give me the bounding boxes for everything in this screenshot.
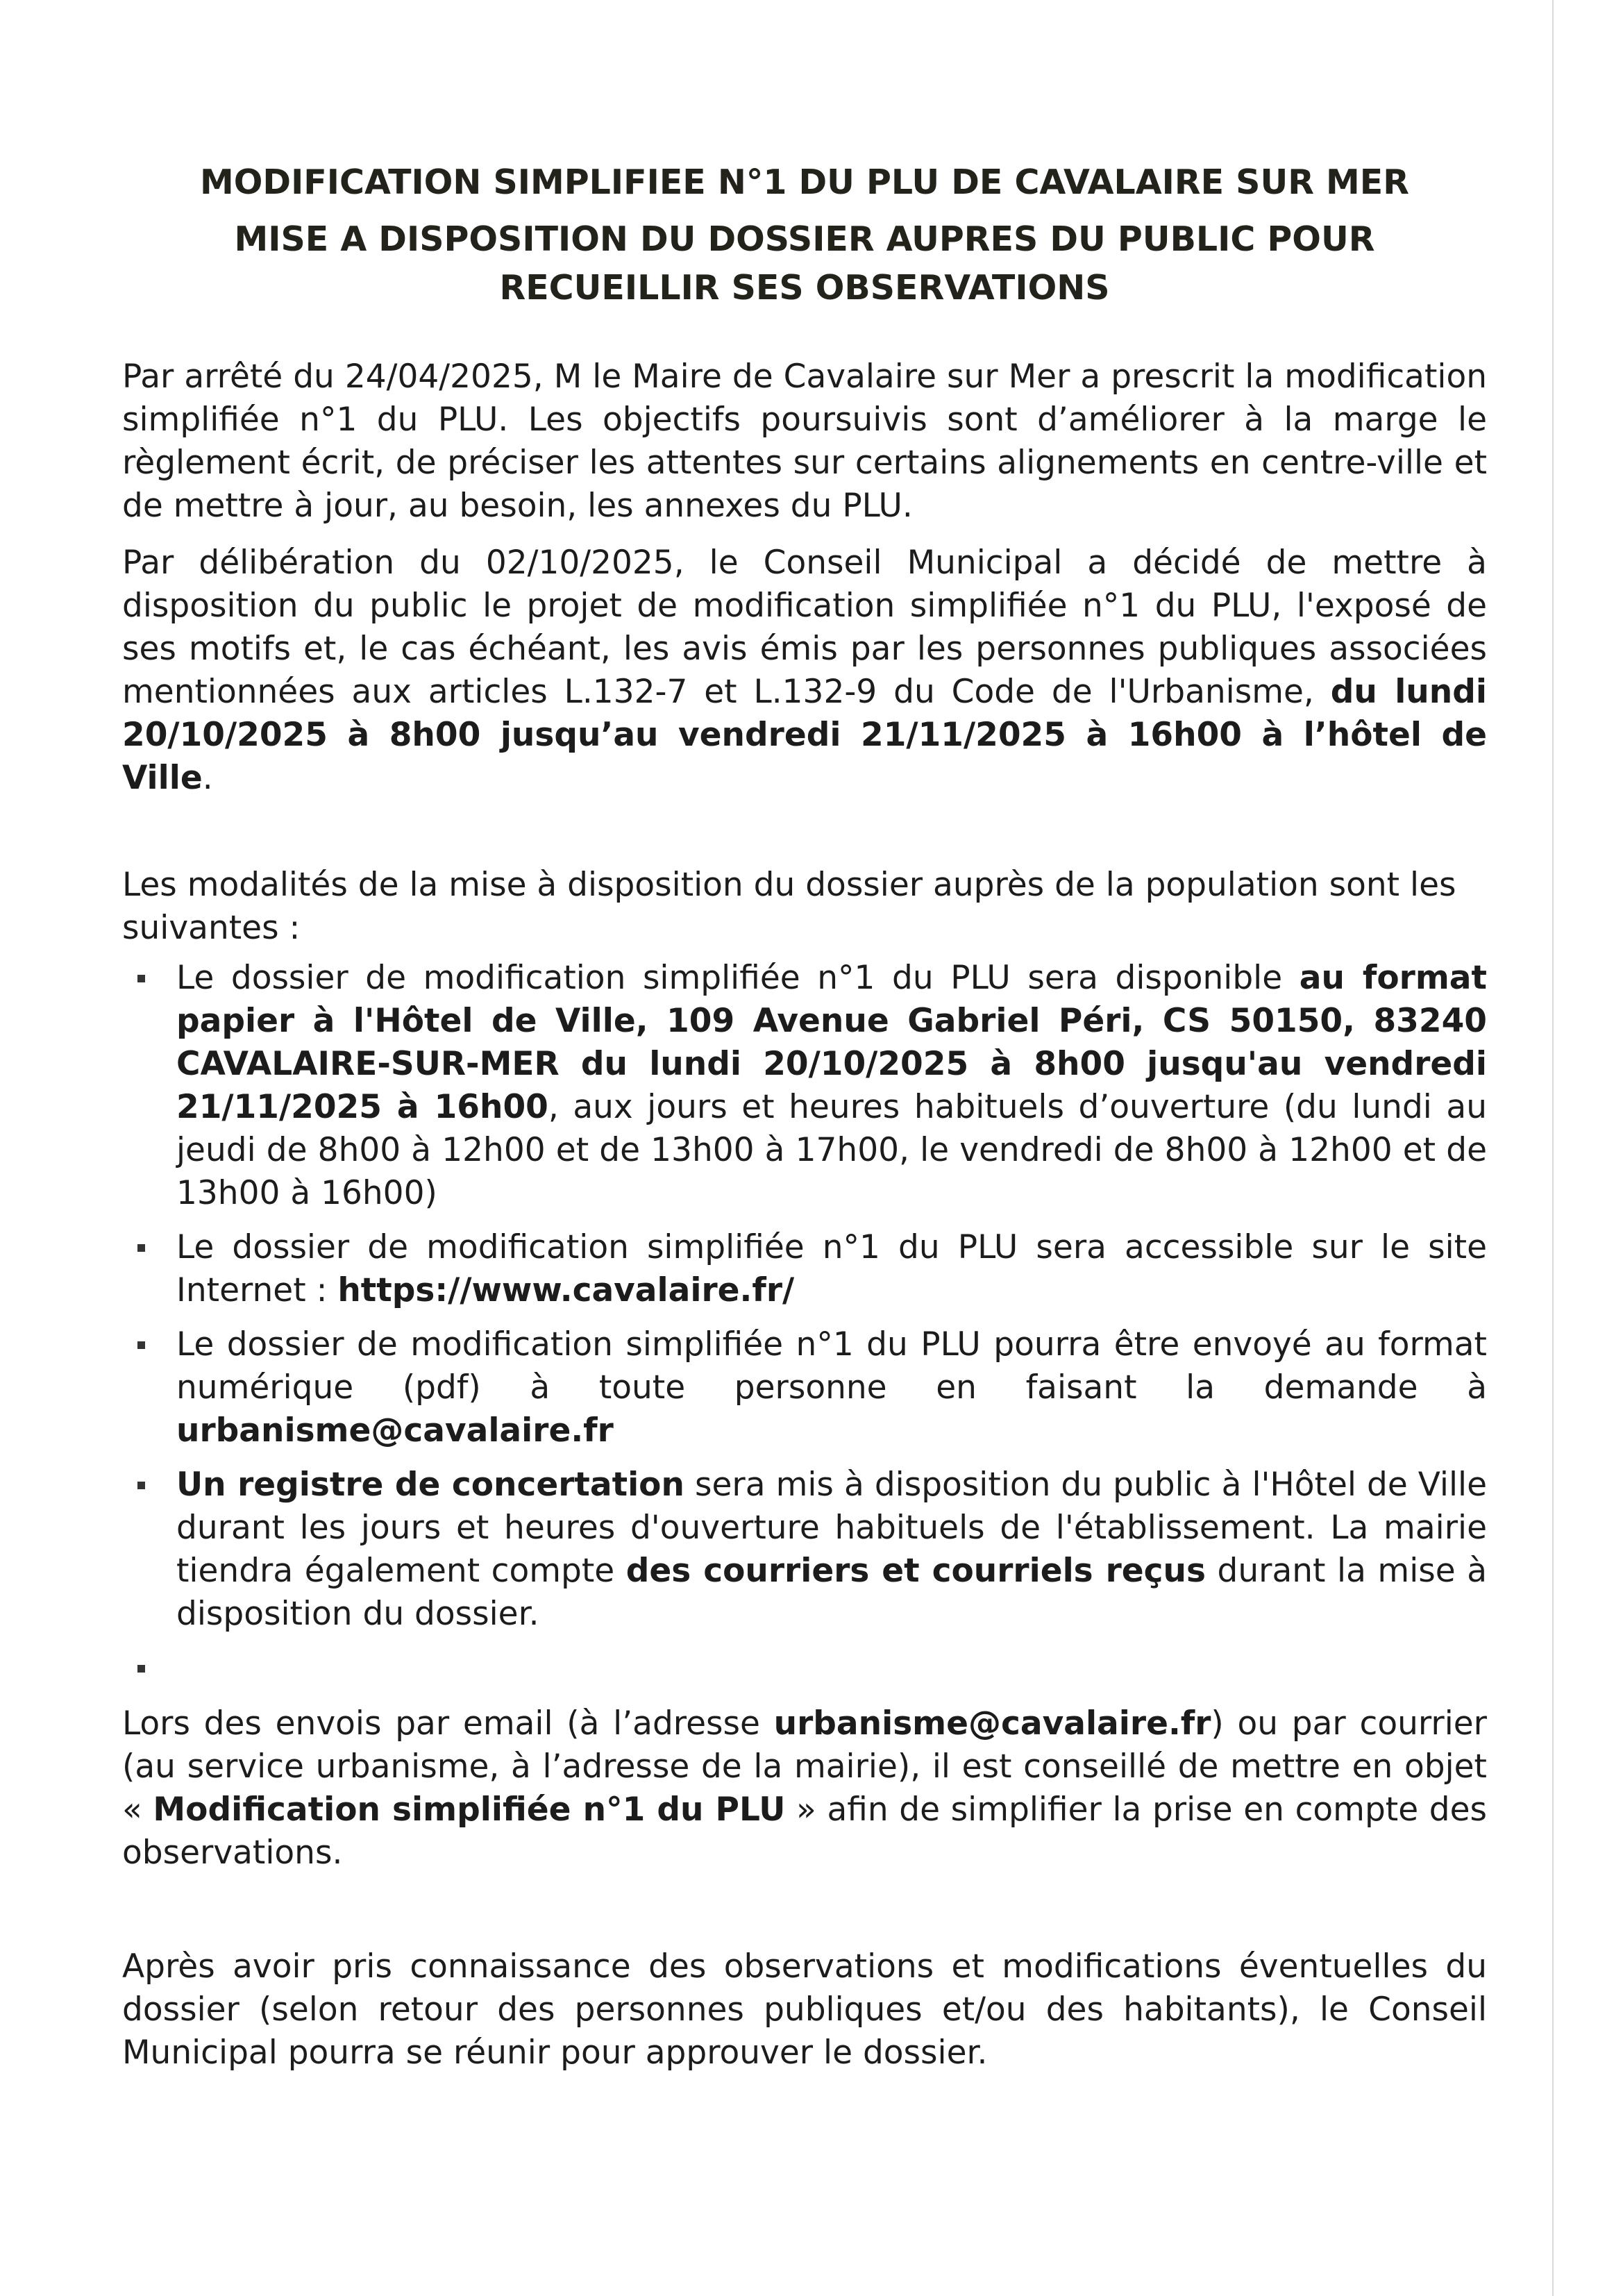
bullet-square-icon [137, 1244, 145, 1252]
title-line-2: MISE A DISPOSITION DU DOSSIER AUPRES DU PUBLIC POUR RECUEILLIR SES OBSERVATIONS [234, 219, 1375, 308]
bullet-1-end: , aux jours et heures habituels d’ouverture (du lundi au jeudi de 8h00 à 12h00 et de 13h00 à 17h00, le vendredi de 8h00 à 12h00 et de 13h00 à 16h00) [176, 1088, 1487, 1212]
bullet-3-text: Le dossier de modification simplifiée n°1 du PLU pourra être envoyé au format numérique (pdf) à toute personne en faisant la demande à [176, 1325, 1487, 1407]
title-line-1: MODIFICATION SIMPLIFIEE N°1 DU PLU DE CAVALAIRE SUR MER [199, 162, 1409, 202]
bullet-1-bold: au format papier à l'Hôtel de Ville, 109 Avenue Gabriel Péri, CS 50150, 83240 CAVALAIRE-SUR-MER du lundi 20/10/2025 à 8h00 jusqu'au vendredi 21/11/2025 à 16h00 [176, 959, 1487, 1126]
bullet-square-icon [137, 975, 145, 982]
bullet-4-bold-1: Un registre de concertation [176, 1466, 684, 1504]
envois-text-3: » afin de simplifier la prise en compte des observations. [122, 1791, 1488, 1872]
bullet-1-text: Le dossier de modification simplifiée n°1 du PLU sera disponible [176, 959, 1300, 997]
deliberation-dates: du lundi 20/10/2025 à 8h00 jusqu’au vendredi 21/11/2025 à 16h00 à l’hôtel de Ville [122, 673, 1487, 797]
paragraph-modalites: Les modalités de la mise à disposition du dossier auprès de la population sont les suivantes : [122, 866, 1456, 947]
bullet-2-text: Le dossier de modification simplifiée n°1 du PLU sera accessible sur le site Internet : [176, 1228, 1487, 1309]
paragraph-arrete: Par arrêté du 24/04/2025, M le Maire de Cavalaire sur Mer a prescrit la modification simplifiée n°1 du PLU. Les objectifs poursuivis sont d’améliorer à la marge le règlement écrit, de préciser les attentes sur certains alignements en centre-ville et de mettre à jour, au besoin, les annexes du PLU. [122, 358, 1487, 525]
list-item-site-internet [122, 1226, 1487, 1312]
list-item-empty [122, 1647, 1487, 1690]
envois-subject: Modification simplifiée n°1 du PLU [153, 1791, 786, 1829]
paragraph-conclusion: Après avoir pris connaissance des observations et modifications éventuelles du dossier (selon retour des personnes publiques et/ou des habitants), le Conseil Municipal pourra se réunir pour approuver le dossier. [122, 1947, 1487, 2072]
bullet-4-text: sera mis à disposition du public à l'Hôtel de Ville durant les jours et heures d'ouverture habituels de l'établissement. La mairie tiendra également compte [176, 1466, 1488, 1590]
paragraph-envois [122, 1702, 1487, 1875]
bullet-4-end: durant la mise à disposition du dossier. [176, 1552, 1487, 1633]
bullet-square-icon [137, 1665, 145, 1673]
page-edge-line [1552, 0, 1554, 2296]
deliberation-text: Par délibération du 02/10/2025, le Conseil Municipal a décidé de mettre à disposition du public le projet de modification simplifiée n°1 du PLU, l'exposé de ses motifs et, le cas échéant, les avis émis par les personnes publiques associées mentionnées aux articles L.132-7 et L.132-9 du Code de l'Urbanisme, [122, 544, 1487, 711]
list-item-format-papier [122, 957, 1487, 1215]
envois-text-2: ) ou par courrier (au service urbanisme, à l’adresse de la mairie), il est conseillé de mettre en objet « [122, 1704, 1487, 1829]
list-item-registre [122, 1464, 1487, 1636]
paragraph-deliberation [122, 542, 1487, 800]
deliberation-end: . [202, 759, 213, 797]
document-page [122, 158, 1487, 2075]
bullet-square-icon [137, 1341, 145, 1349]
bullet-4-bold-2: des courriers et courriels reçus [625, 1552, 1206, 1590]
envois-text-1: Lors des envois par email (à l’adresse [122, 1704, 774, 1743]
email-link[interactable]: urbanisme@cavalaire.fr [176, 1411, 614, 1450]
list-item-envoi-numerique [122, 1323, 1487, 1452]
bullet-square-icon [137, 1482, 145, 1489]
website-link[interactable]: https://www.cavalaire.fr/ [337, 1271, 795, 1309]
modalites-list [122, 957, 1487, 1690]
envois-email-link[interactable]: urbanisme@cavalaire.fr [773, 1704, 1211, 1743]
